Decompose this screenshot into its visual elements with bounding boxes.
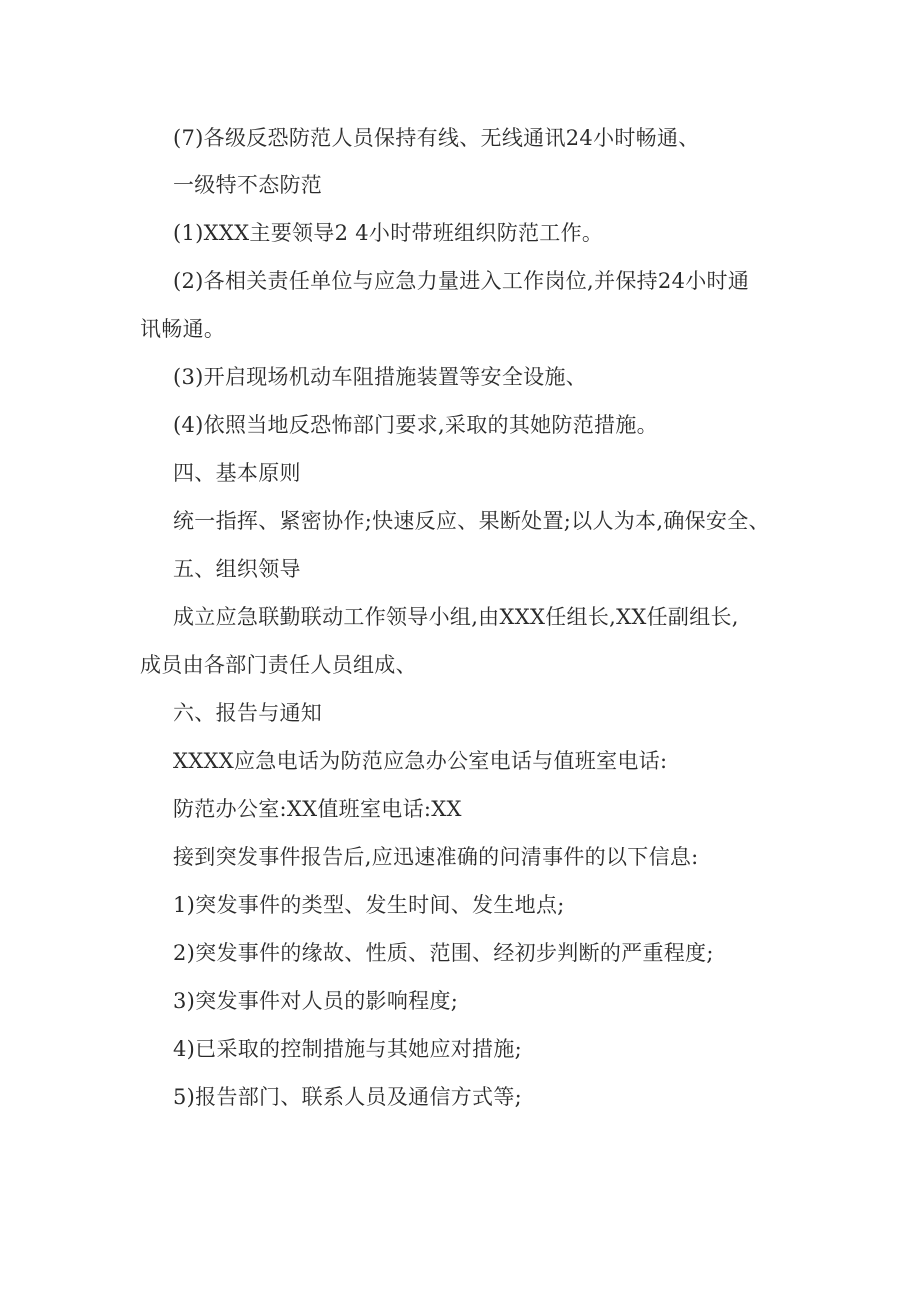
text-line: 统一指挥、紧密协作;快速反应、果断处置;以人为本,确保安全、 (173, 509, 770, 533)
section-heading: 六、报告与通知 (173, 701, 323, 725)
text-line: 接到突发事件报告后,应迅速准确的问清事件的以下信息: (173, 845, 699, 869)
text-line: 讯畅通。 (140, 317, 226, 341)
list-item: 2)突发事件的缘故、性质、范围、经初步判断的严重程度; (173, 941, 714, 965)
text-line: (1)XXX主要领导2 4小时带班组织防范工作。 (173, 221, 604, 245)
text-line: (2)各相关责任单位与应急力量进入工作岗位,并保持24小时通 (173, 269, 750, 293)
section-heading: 一级特不态防范 (173, 173, 323, 197)
section-heading: 四、基本原则 (173, 461, 301, 485)
text-line: 防范办公室:XX值班室电话:XX (173, 797, 462, 821)
list-item: 5)报告部门、联系人员及通信方式等; (173, 1085, 523, 1109)
list-item: 3)突发事件对人员的影响程度; (173, 989, 459, 1013)
text-line: 成立应急联勤联动工作领导小组,由XXX任组长,XX任副组长, (173, 605, 739, 629)
text-line: 成员由各部门责任人员组成、 (140, 653, 417, 677)
list-item: 1)突发事件的类型、发生时间、发生地点; (173, 893, 565, 917)
section-heading: 五、组织领导 (173, 557, 301, 581)
text-line: XXXX应急电话为防范应急办公室电话与值班室电话: (173, 749, 668, 773)
text-line: (4)依照当地反恐怖部门要求,采取的其她防范措施。 (173, 413, 658, 437)
text-line: (7)各级反恐防范人员保持有线、无线通讯24小时畅通、 (173, 126, 700, 150)
text-line: (3)开启现场机动车阻措施装置等安全设施、 (173, 365, 588, 389)
list-item: 4)已采取的控制措施与其她应对措施; (173, 1037, 523, 1061)
